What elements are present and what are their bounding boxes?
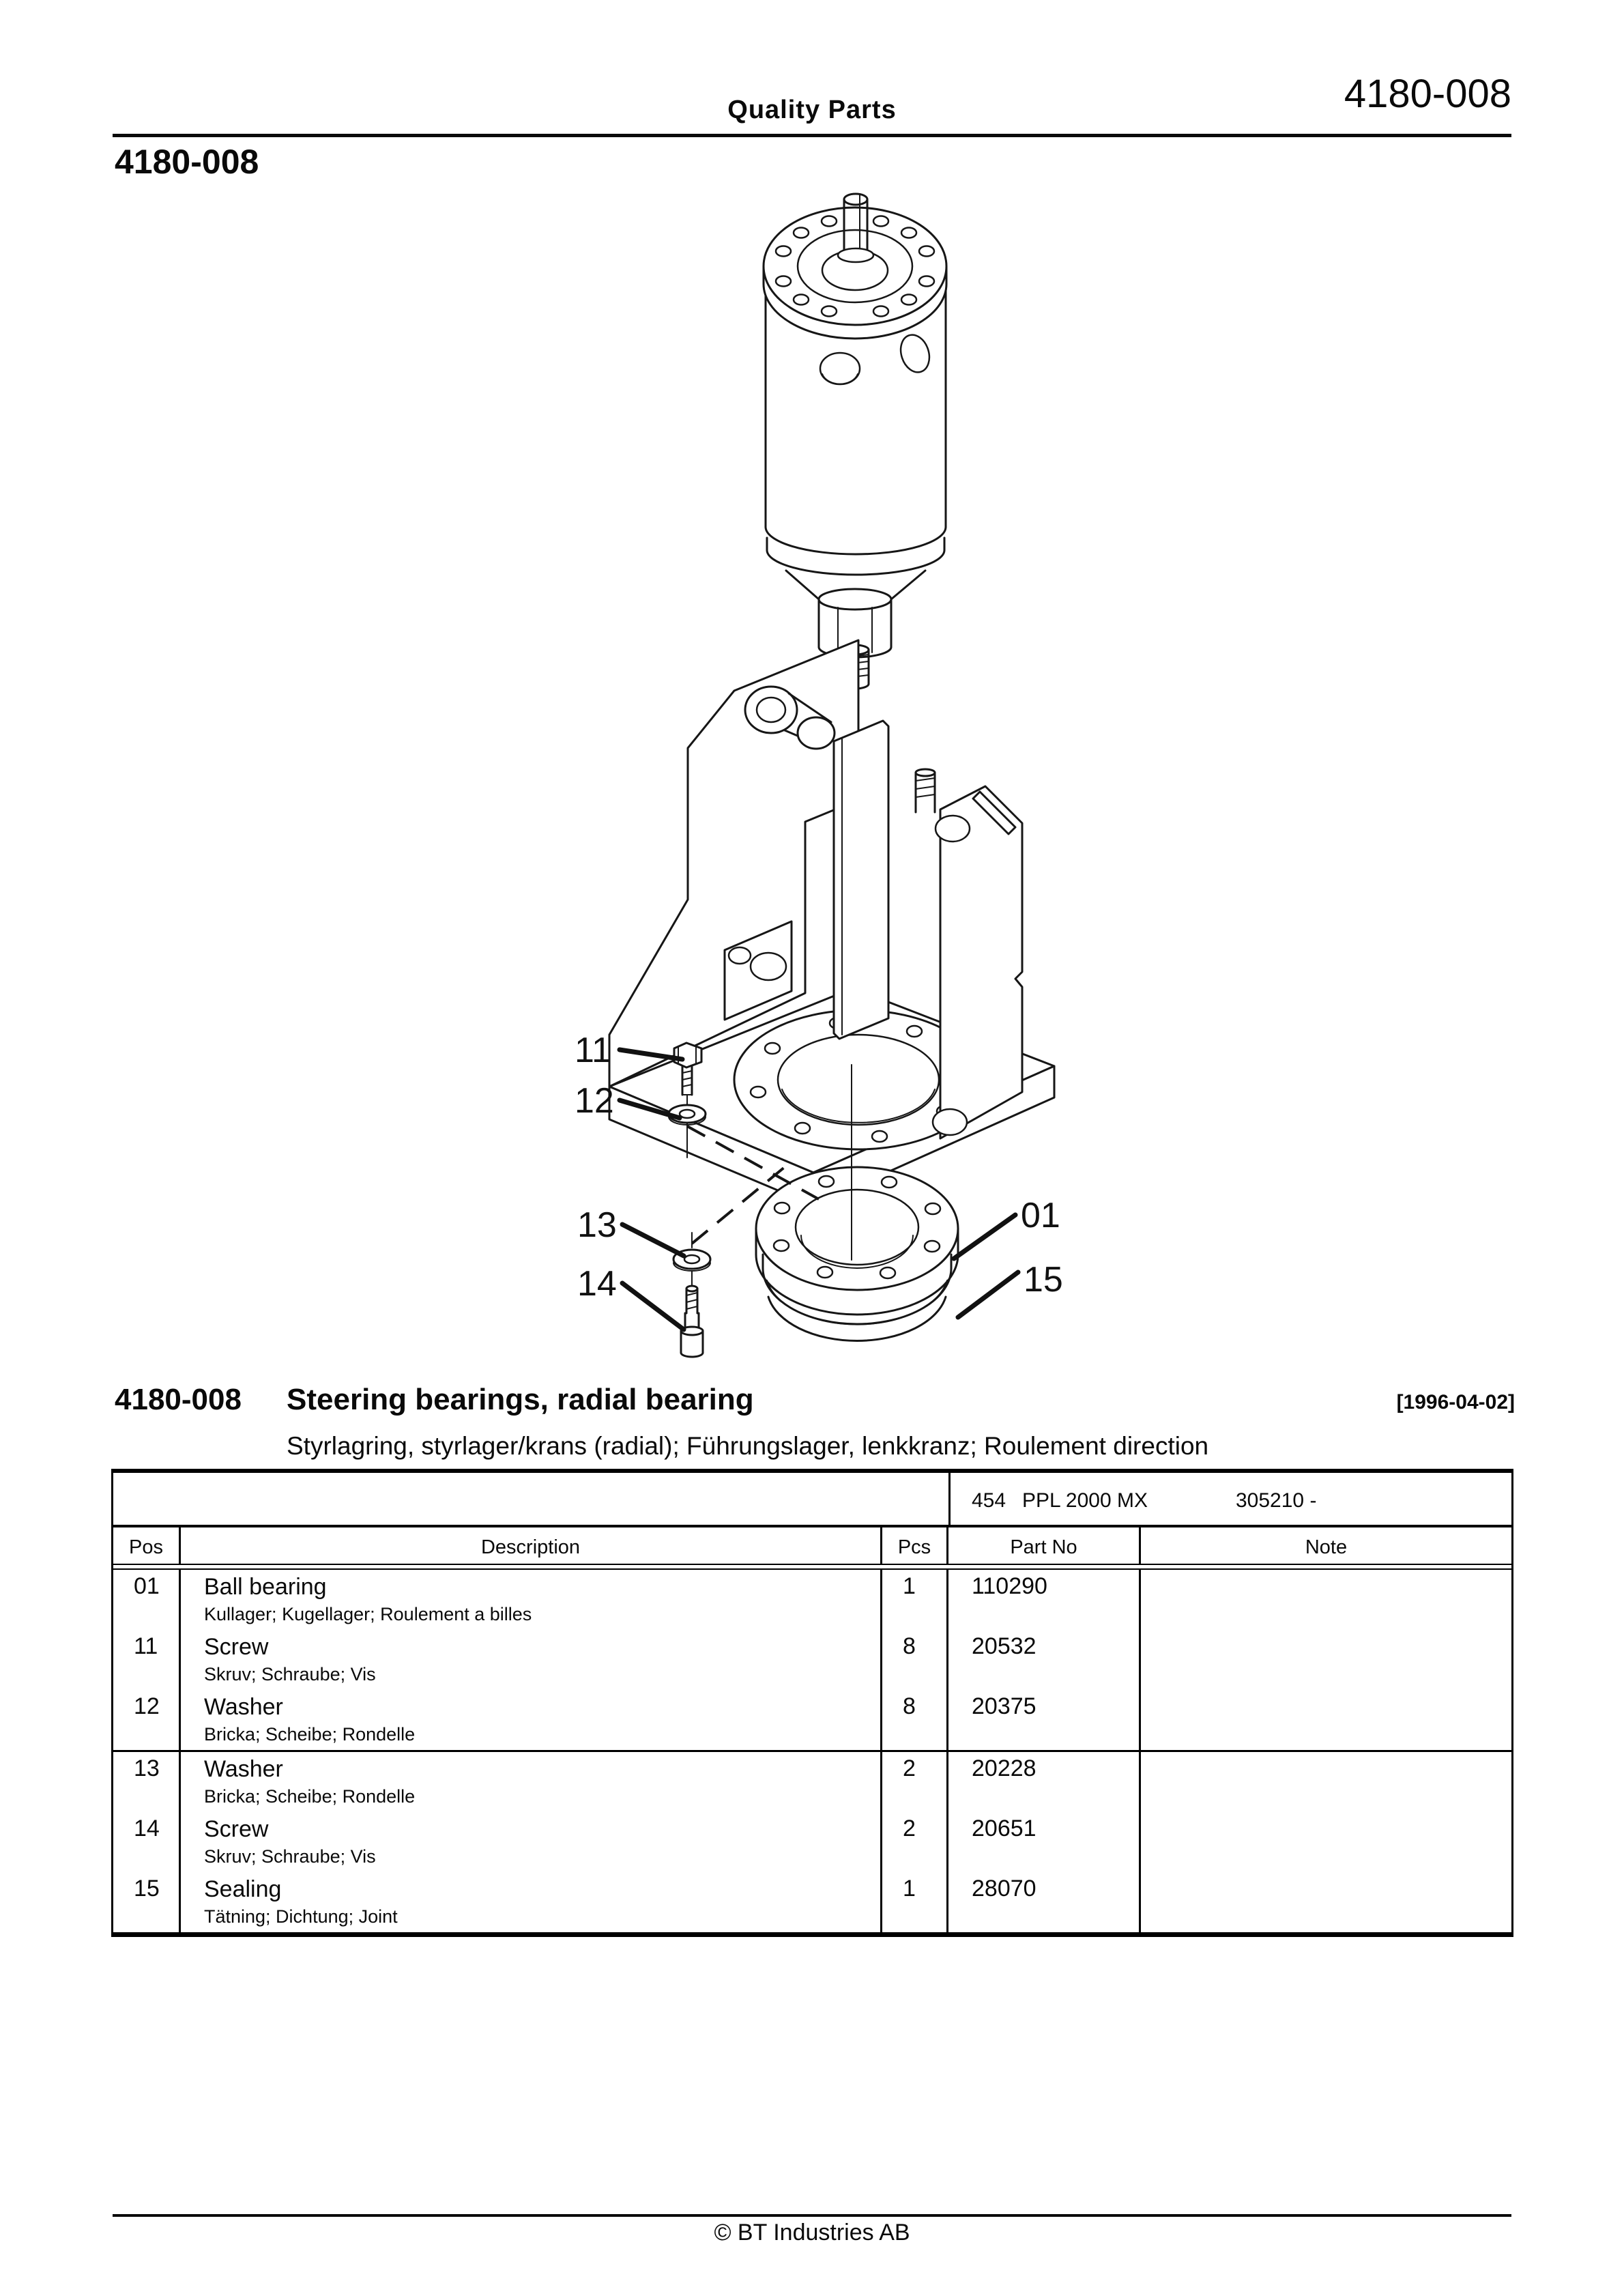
footer-copyright: © BT Industries AB <box>714 2220 910 2245</box>
row-note <box>1141 1630 1511 1690</box>
section-subtitle: Styrlagring, styrlager/krans (radial); Führungslager, lenkkranz; Roulement direction <box>287 1432 1209 1460</box>
table-row <box>113 1872 1511 1932</box>
row-pcs: 1 <box>882 1872 948 1932</box>
row-note <box>1141 1752 1511 1812</box>
row-description <box>181 1872 882 1932</box>
row-desc-sub: Skruv; Schraube; Vis <box>204 1664 376 1684</box>
row-desc-main: Ball bearing <box>204 1574 327 1600</box>
table-row <box>113 1570 1511 1630</box>
table-row <box>113 1750 1511 1812</box>
row-desc-main: Screw <box>204 1634 269 1660</box>
section-date: [1996-04-02] <box>1396 1391 1515 1414</box>
row-partno: 20651 <box>948 1812 1141 1872</box>
row-description <box>181 1570 882 1630</box>
part-label-12: 12 <box>575 1081 614 1121</box>
row-desc-sub: Tätning; Dichtung; Joint <box>204 1906 398 1927</box>
bracket-stud <box>916 769 935 812</box>
parts-table <box>111 1469 1513 1937</box>
row-desc-sub: Kullager; Kugellager; Roulement a billes <box>204 1604 532 1624</box>
row-pcs: 2 <box>882 1812 948 1872</box>
row-description <box>181 1630 882 1690</box>
row-pcs: 1 <box>882 1570 948 1630</box>
header-double-rule <box>113 1564 1511 1570</box>
steering-unit-drawing <box>764 194 946 689</box>
part-label-13: 13 <box>577 1205 617 1245</box>
row-note <box>1141 1690 1511 1750</box>
row-pos: 12 <box>113 1690 181 1750</box>
page-code-top-right: 4180-008 <box>1344 72 1511 116</box>
table-row <box>113 1630 1511 1690</box>
row-pos: 13 <box>113 1752 181 1812</box>
row-partno: 20532 <box>948 1630 1141 1690</box>
row-desc-main: Screw <box>204 1816 269 1842</box>
col-header-pcs: Pcs <box>882 1527 948 1564</box>
row-note <box>1141 1812 1511 1872</box>
screw-14-drawing <box>681 1286 703 1357</box>
row-pcs: 8 <box>882 1630 948 1690</box>
pivot-pin <box>798 717 835 749</box>
part-label-15: 15 <box>1024 1260 1063 1300</box>
row-pcs: 8 <box>882 1690 948 1750</box>
model-row-divider <box>948 1473 951 1525</box>
page-code-left: 4180-008 <box>115 143 259 181</box>
col-header-description: Description <box>181 1527 882 1564</box>
table-row <box>113 1812 1511 1872</box>
row-description <box>181 1812 882 1872</box>
part-label-01: 01 <box>1021 1196 1060 1235</box>
row-pos: 11 <box>113 1630 181 1690</box>
table-row <box>113 1690 1511 1750</box>
model-header-row <box>113 1473 1511 1525</box>
section-code: 4180-008 <box>115 1383 242 1416</box>
row-desc-sub: Bricka; Scheibe; Rondelle <box>204 1786 416 1807</box>
ball-bearing-drawing <box>756 1167 958 1315</box>
table-header-row <box>113 1527 1511 1564</box>
col-header-note: Note <box>1305 1536 1348 1558</box>
col-header-partno: Part No <box>948 1527 1141 1564</box>
row-description <box>181 1690 882 1750</box>
row-partno: 20375 <box>948 1690 1141 1750</box>
footer-rule <box>113 2214 1511 2217</box>
col-header-pos: Pos <box>113 1527 181 1564</box>
model-code: 454 <box>972 1489 1006 1512</box>
row-pcs: 2 <box>882 1752 948 1812</box>
row-note <box>1141 1872 1511 1932</box>
row-desc-sub: Bricka; Scheibe; Rondelle <box>204 1724 416 1745</box>
row-partno: 20228 <box>948 1752 1141 1812</box>
part-label-14: 14 <box>577 1264 617 1304</box>
document-title: Quality Parts <box>727 96 897 124</box>
row-desc-main: Washer <box>204 1694 283 1720</box>
row-pos: 14 <box>113 1812 181 1872</box>
row-desc-main: Washer <box>204 1756 283 1782</box>
row-note <box>1141 1570 1511 1630</box>
section-title: Steering bearings, radial bearing <box>287 1383 754 1416</box>
part-label-11: 11 <box>575 1031 611 1070</box>
row-partno: 110290 <box>948 1570 1141 1630</box>
row-pos: 15 <box>113 1872 181 1932</box>
row-desc-main: Sealing <box>204 1876 282 1902</box>
row-partno: 28070 <box>948 1872 1141 1932</box>
model-name: PPL 2000 MX <box>1022 1489 1148 1512</box>
model-serial-range: 305210 - <box>1236 1489 1317 1512</box>
row-description <box>181 1752 882 1812</box>
row-desc-sub: Skruv; Schraube; Vis <box>204 1846 376 1867</box>
row-pos: 01 <box>113 1570 181 1630</box>
